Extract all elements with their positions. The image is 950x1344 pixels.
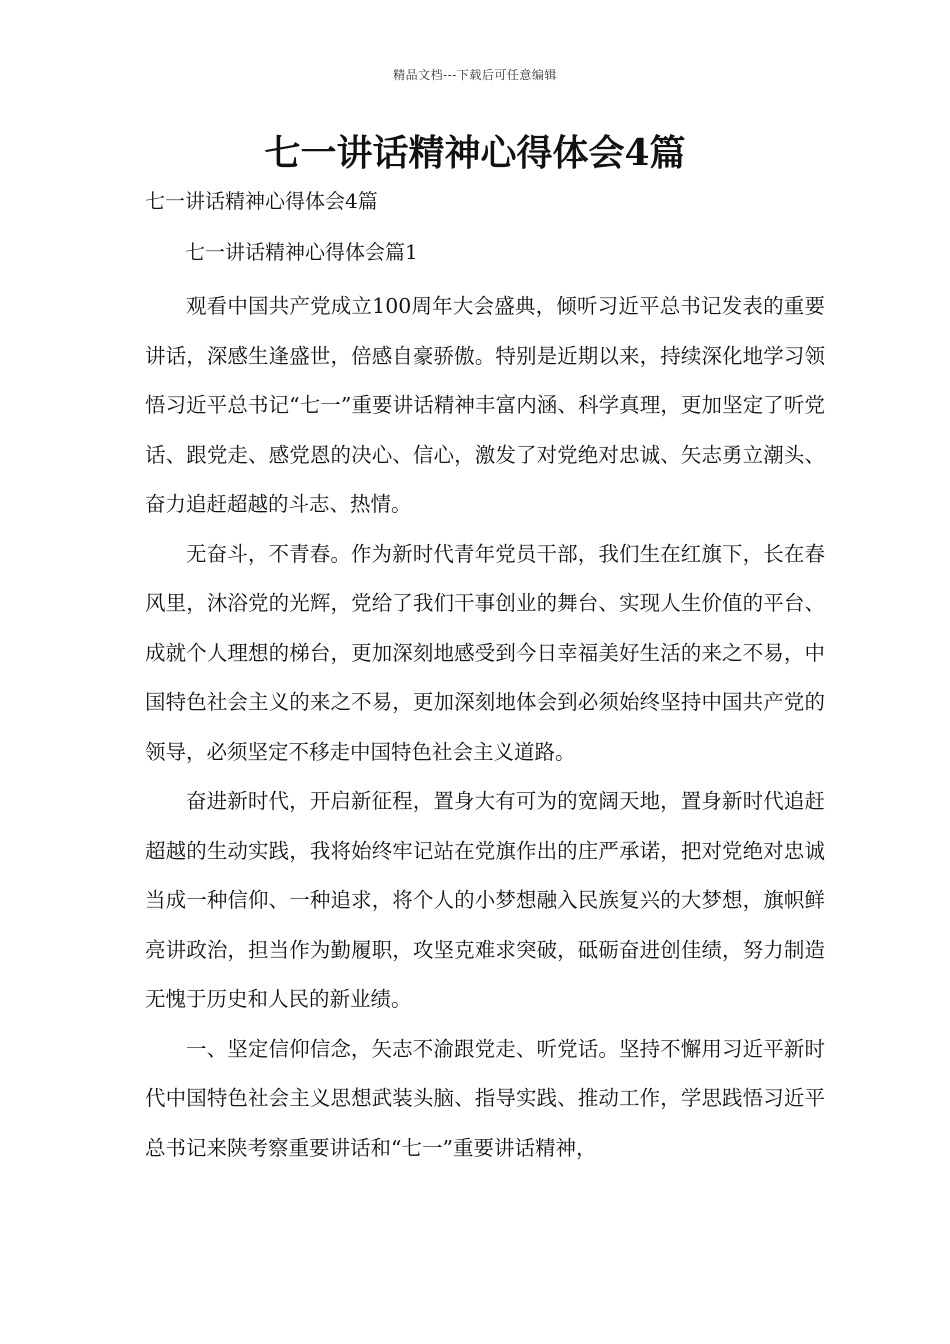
- section-heading: 七一讲话精神心得体会篇1: [185, 240, 418, 264]
- paragraph: 奋进新时代，开启新征程，置身大有可为的宽阔天地，置身新时代追赶超越的生动实践，我将始终牢记站在党旗作出的庄严承诺，把对党绝对忠诚当成一种信仰、一种追求，将个人的小梦想融入民族复兴的大梦想，旗帜鲜亮讲政治，担当作为勤履职，攻坚克难求突破，砥砺奋进创佳绩，努力制造无愧于历史和人民的新业绩。: [145, 789, 825, 1011]
- paragraph: 一、坚定信仰信念，矢志不渝跟党走、听党话。坚持不懈用习近平新时代中国特色社会主义思想武装头脑、指导实践、推动工作，学思践悟习近平总书记来陕考察重要讲话和“七一”重要讲话精神，: [145, 1036, 825, 1160]
- document-body: [145, 282, 825, 1173]
- paragraph: 观看中国共产党成立100周年大会盛典，倾听习近平总书记发表的重要讲话，深感生逢盛世，倍感自豪骄傲。特别是近期以来，持续深化地学习领悟习近平总书记“七一”重要讲话精神丰富内涵、科学真理，更加坚定了听党话、跟党走、感党恩的决心、信心，激发了对党绝对忠诚、矢志勇立潮头、奋力追赶超越的斗志、热情。: [145, 294, 825, 516]
- header-note: 精品文档---下载后可任意编辑: [393, 68, 557, 82]
- document-title: 七一讲话精神心得体会4篇: [264, 132, 686, 174]
- paragraph: 无奋斗，不青春。作为新时代青年党员干部，我们生在红旗下，长在春风里，沐浴党的光辉，党给了我们干事创业的舞台、实现人生价值的平台、成就个人理想的梯台，更加深刻地感受到今日幸福美好生活的来之不易，中国特色社会主义的来之不易，更加深刻地体会到必须始终坚持中国共产党的领导，必须坚定不移走中国特色社会主义道路。: [145, 541, 825, 764]
- document-subtitle: 七一讲话精神心得体会4篇: [145, 189, 378, 213]
